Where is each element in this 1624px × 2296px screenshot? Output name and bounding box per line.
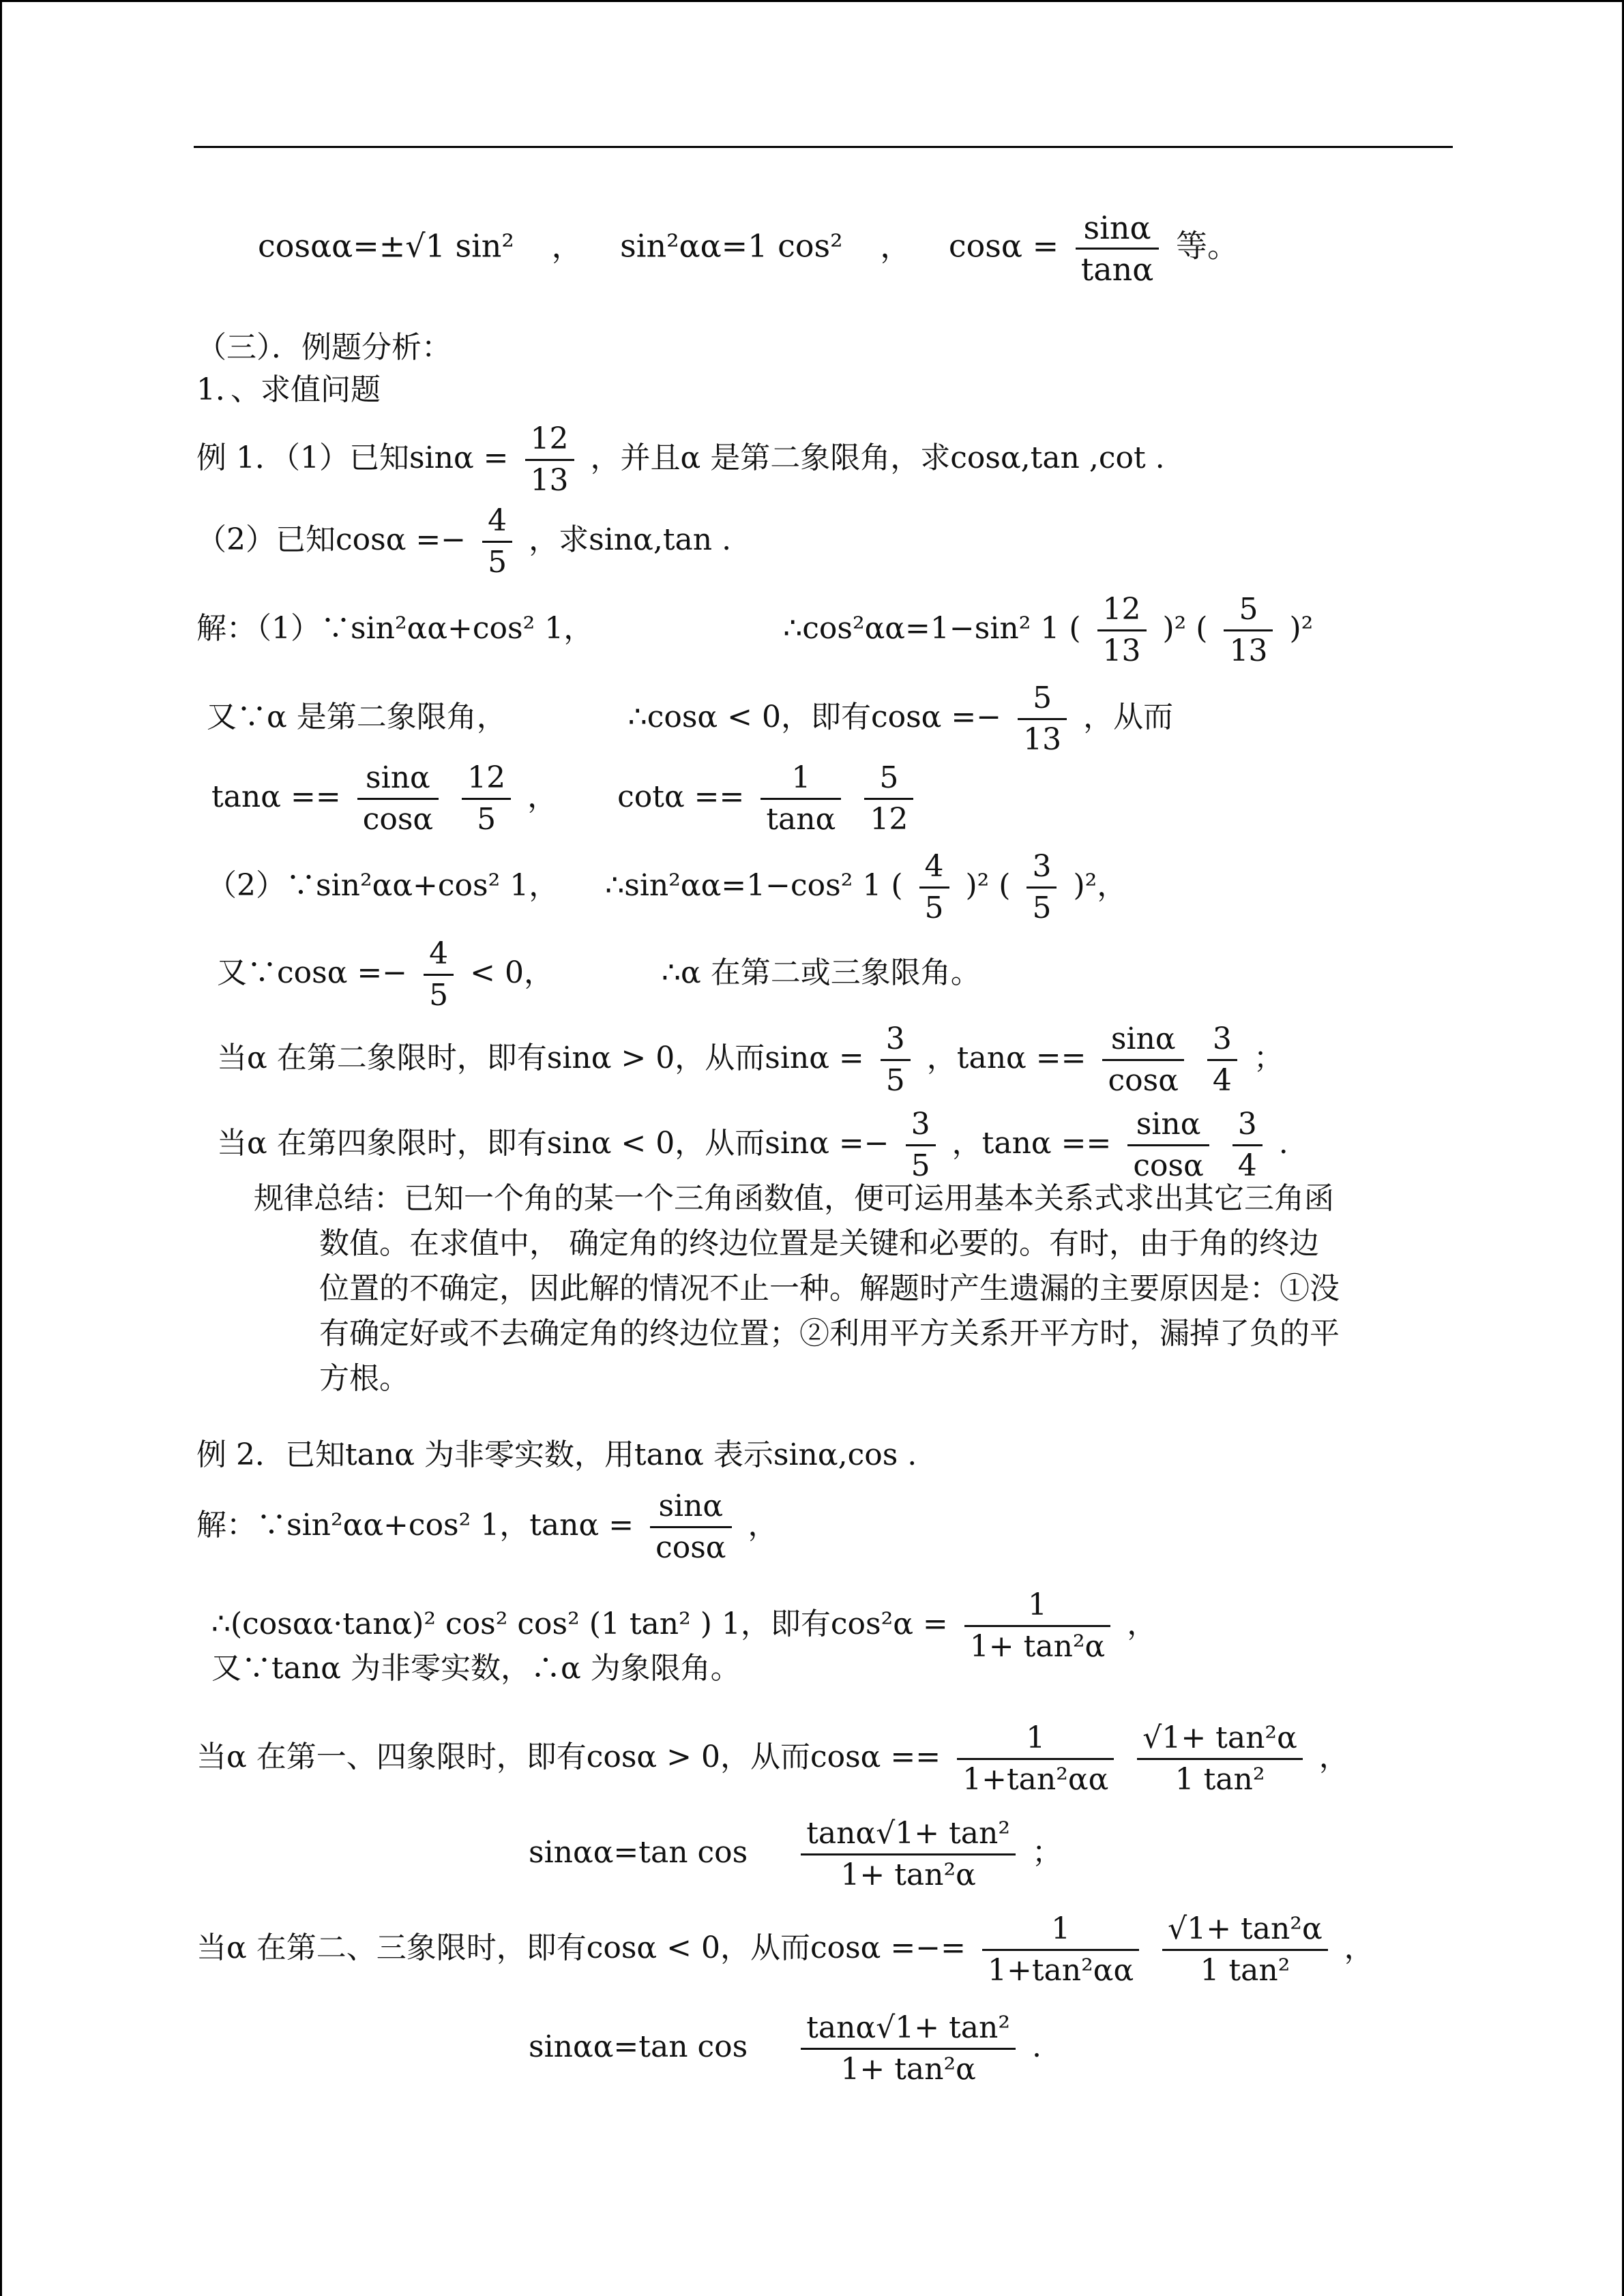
example2-line: 例 2．已知tanα 为非零实数，用tanα 表示sinα,cos . [196,1437,917,1472]
fraction: $\frac{\sin\alpha}{\cos\alpha}$ [357,758,439,839]
fraction: $\frac{5}{13}$ [1018,679,1067,760]
fraction: $\frac{3}{4}$ [1232,1105,1263,1186]
fraction: $\frac{4}{5}$ [919,847,949,928]
solution2-line6: 当α 在第二、三象限时，即有cosα < 0，从而cosα =−= $\frac{1}{\text{1+tan²αα}}$ $\frac{\text{√1+ tan²α}}{\text{1 tan²}}$ ， [196,1909,1374,1991]
fraction: $\frac{12}{13}$ [525,419,574,501]
fraction: $\frac{3}{4}$ [1207,1019,1237,1101]
example1-line1: 例 1．（1）已知sinα = $\frac{12}{13}$ ，并且α 是第二象限角，求cosα,tan ,cot . [196,419,1165,501]
fraction: $\frac{\text{√1+ tan²α}}{\text{1 tan²}}$ [1162,1909,1328,1991]
fraction: $\frac{5}{13}$ [1224,590,1273,671]
fraction: $\frac{\sin\alpha}{\cos\alpha}$ [650,1487,731,1568]
solution2-line7: sinαα=tan cos $\frac{\text{tanα√1+ tan²}}{\text{1+ tan²α}}$ . [529,2008,1042,2089]
solution2-line4: 当α 在第一、四象限时，即有cosα > 0，从而cosα == $\frac{1}{\text{1+tan²αα}}$ $\frac{\text{√1+ tan²α}}{\text{1 tan²}}$ ， [196,1718,1349,1800]
solution1-line5: 又∵cosα =− $\frac{4}{5}$ < 0， ∴α 在第二或三象限角。 [217,934,981,1015]
fraction: $\frac{5}{12}$ [864,758,913,839]
solution1-line4: （2）∵sin²αα+cos² 1， ∴sin²αα=1−cos² 1 ( $\frac{4}{5}$ )² ( $\frac{3}{5}$ )²， [207,847,1127,928]
fraction: $\frac{\sin\alpha}{\tan\alpha}$ [1076,208,1160,289]
fraction: $\frac{3}{5}$ [881,1019,911,1101]
fraction: $\frac{12}{5}$ [462,758,511,839]
solution2-line5: sinαα=tan cos $\frac{\text{tanα√1+ tan²}}{\text{1+ tan²α}}$ ； [529,1814,1062,1895]
solution2-line3: 又∵tanα 为非零实数，∴α 为象限角。 [211,1651,741,1686]
example1-line2: （2）已知cosα =− $\frac{4}{5}$ ，求sinα,tan . [196,501,731,582]
fraction: $\frac{1}{\text{1+tan²αα}}$ [982,1909,1139,1991]
solution2-line1: 解：∵sin²αα+cos² 1，tanα = $\frac{\sin\alpha}{\cos\alpha}$ ， [196,1487,778,1568]
formula-line-1: cosαα=±√1 sin² ， sin²αα=1 cos² ， cosα = $\frac{\sin\alpha}{\tan\alpha}$ 等。 [258,209,1239,288]
solution1-line2: 又∵α 是第二象限角， ∴cosα < 0，即有cosα =− $\frac{5}{13}$ ，从而 [207,679,1173,760]
fraction: $\frac{1}{\tan\alpha}$ [761,758,841,839]
summary-paragraph: 规律总结：已知一个角的某一个三角函数值，便可运用基本关系式求出其它三角函 数值。在求值中， 确定角的终边位置是关键和必要的。有时，由于角的终边 位置的不确定，因此解的情况不止一种。解题时产生遗漏的主要原因是：①没 有确定好或不去确定角的终边位置；②利用平方关系开平方时，漏掉了负的平 方根。 [254,1181,1340,1396]
fraction: $\frac{\text{√1+ tan²α}}{\text{1 tan²}}$ [1137,1718,1303,1800]
section-heading: （三）．例题分析： [196,330,452,365]
fraction: $\frac{\text{tanα√1+ tan²}}{\text{1+ tan²α}}$ [801,2008,1016,2089]
fraction: $\frac{3}{5}$ [906,1105,936,1186]
fraction: $\frac{\sin\alpha}{\cos\alpha}$ [1102,1019,1183,1101]
solution1-line1: 解：（1）∵sin²αα+cos² 1， ∴cos²αα=1−sin² 1 ( $\frac{12}{13}$ )² ( $\frac{5}{13}$ )² [196,590,1313,671]
header-rule [194,146,1453,148]
fraction: $\frac{\sin\alpha}{\cos\alpha}$ [1127,1105,1209,1186]
subheading: 1．、求值问题 [196,372,381,407]
fraction: $\frac{1}{\text{1+ tan²α}}$ [964,1585,1110,1667]
solution1-line3: tanα == $\frac{\sin\alpha}{\cos\alpha}$ $\frac{12}{5}$ ， cotα == $\frac{1}{\tan\alpha}$ $\frac{5}{12}$ [211,758,920,839]
fraction: $\frac{1}{\text{1+tan²αα}}$ [957,1718,1114,1800]
fraction: $\frac{4}{5}$ [424,934,454,1015]
fraction: $\frac{12}{13}$ [1097,590,1147,671]
fraction: $\frac{3}{5}$ [1027,847,1057,928]
solution1-line6: 当α 在第二象限时，即有sinα > 0，从而sinα = $\frac{3}{5}$ ，tanα == $\frac{\sin\alpha}{\cos\alpha}$ $\frac{3}{4}$ ； [217,1019,1284,1101]
solution1-line7: 当α 在第四象限时，即有sinα < 0，从而sinα =− $\frac{3}{5}$ ，tanα == $\frac{\sin\alpha}{\cos\alpha}$ $\frac{3}{4}$ . [217,1105,1288,1186]
solution2-line2: ∴(cosαα·tanα)² cos² cos² (1 tan² ) 1，即有cos²α = $\frac{1}{\text{1+ tan²α}}$ ， [211,1585,1157,1667]
fraction: $\frac{4}{5}$ [482,501,512,582]
fraction: $\frac{\text{tanα√1+ tan²}}{\text{1+ tan²α}}$ [801,1814,1016,1895]
